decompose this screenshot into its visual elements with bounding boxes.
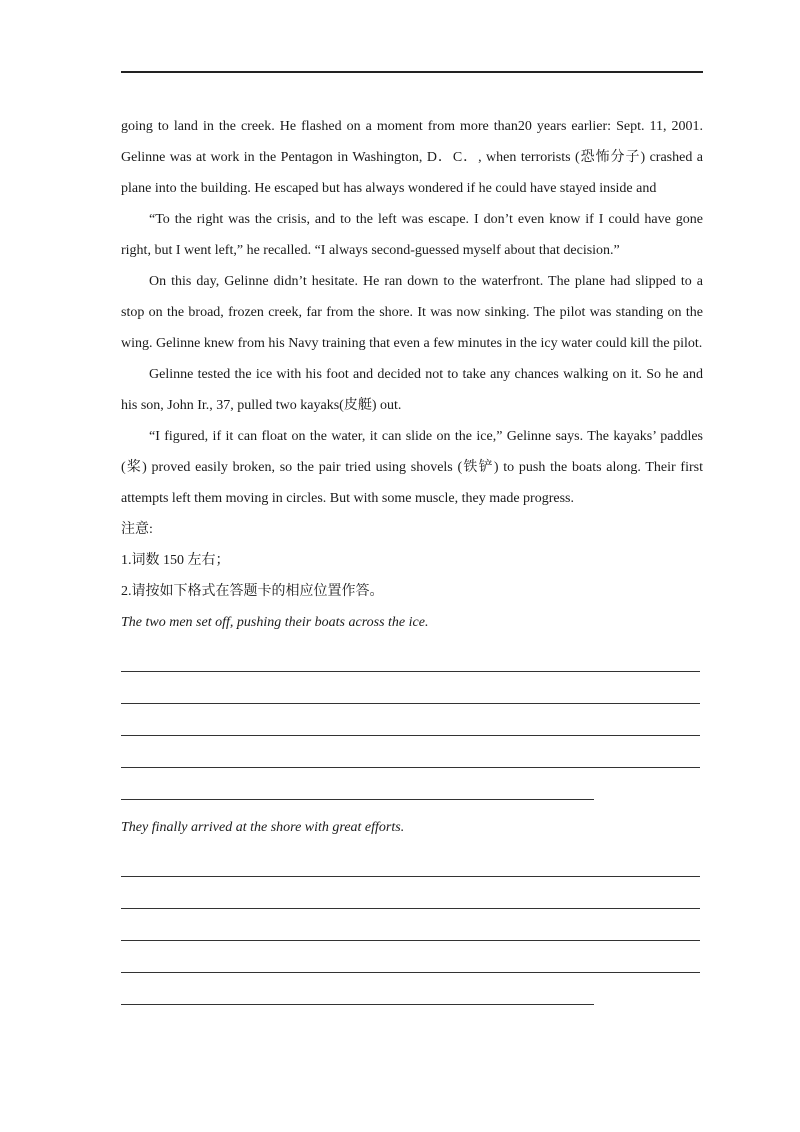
answer-line[interactable]	[121, 672, 700, 704]
answer-area-2[interactable]	[121, 845, 703, 1005]
paragraph-3: On this day, Gelinne didn’t hesitate. He ran down to the waterfront. The plane had slipped to a stop on the broad, frozen creek, far from the shore. It was now sinking. The pilot was standing on the wing. Gelinne knew from his Navy training that even a few minutes in the icy water could kill the pilot.	[121, 274, 703, 351]
header-rule	[121, 71, 703, 73]
answer-line[interactable]	[121, 768, 594, 800]
paragraph-5: “I figured, if it can float on the water, it can slide on the ice,” Gelinne says. The kayaks’ paddles (桨) proved easily broken, so the pair tried using shovels (铁铲) to push the boats along. Their first attempts left them moving in circles. But with some muscle, they made progress.	[121, 429, 703, 506]
answer-line[interactable]	[121, 736, 700, 768]
answer-line[interactable]	[121, 909, 700, 941]
answer-area-1[interactable]	[121, 640, 703, 800]
notes-heading: 注意:	[121, 522, 153, 537]
note-item-word-count: 1.词数 150 左右；	[121, 553, 230, 568]
answer-line[interactable]	[121, 973, 594, 1005]
answer-line[interactable]	[121, 941, 700, 973]
continuation-prompt-2: They finally arrived at the shore with great efforts.	[121, 820, 405, 835]
document-body	[121, 111, 703, 1005]
answer-line[interactable]	[121, 877, 700, 909]
note-item-format: 2.请按如下格式在答题卡的相应位置作答。	[121, 584, 384, 599]
answer-line[interactable]	[121, 845, 700, 877]
paragraph-2: “To the right was the crisis, and to the left was escape. I don’t even know if I could have gone right, but I went left,” he recalled. “I always second-guessed myself about that decision.”	[121, 212, 703, 258]
paragraph-1: going to land in the creek. He flashed on a moment from more than20 years earlier: Sept. 11, 2001. Gelinne was at work in the Pentagon in Washington, D．C．, when terrorists (恐怖分子) crashed a plane into the building. He escaped but has always wondered if he could have stayed inside and	[121, 119, 703, 196]
continuation-prompt-1: The two men set off, pushing their boats across the ice.	[121, 615, 429, 630]
answer-line[interactable]	[121, 640, 700, 672]
answer-line[interactable]	[121, 704, 700, 736]
paragraph-4: Gelinne tested the ice with his foot and decided not to take any chances walking on it. So he and his son, John Ir., 37, pulled two kayaks(皮艇) out.	[121, 367, 703, 413]
